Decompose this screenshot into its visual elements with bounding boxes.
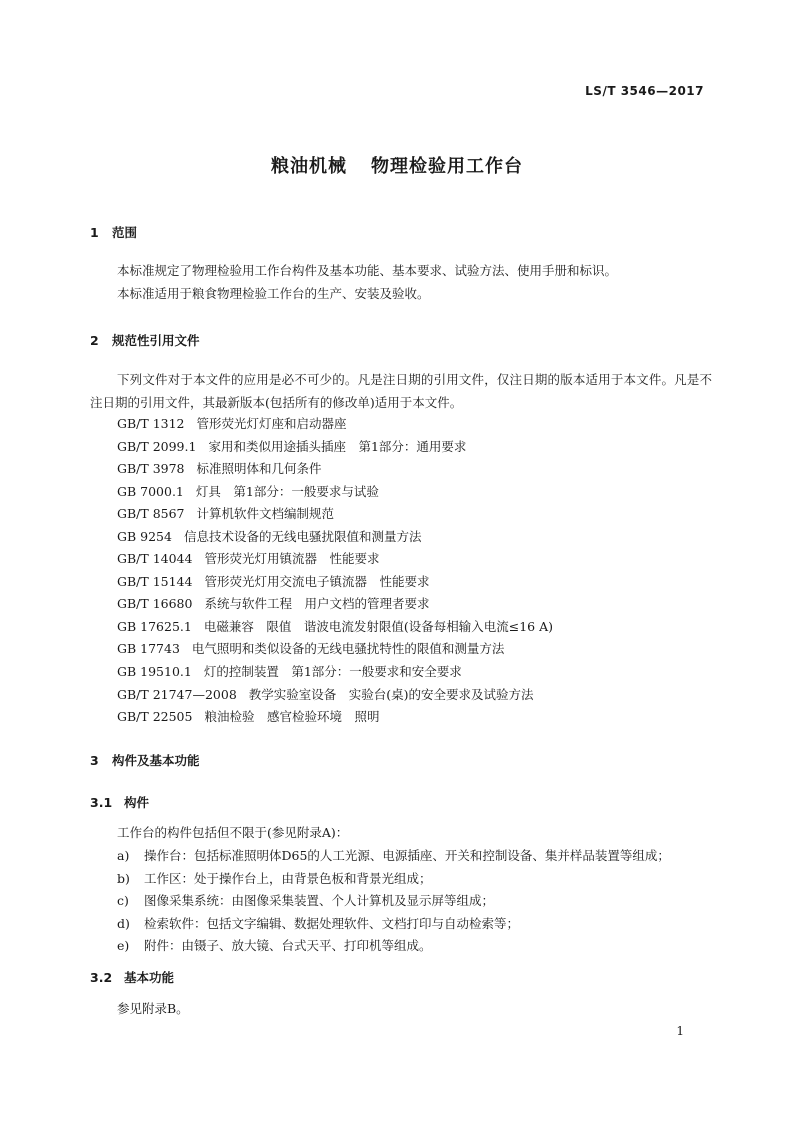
reference-item: GB 19510.1 灯的控制装置 第1部分：一般要求和安全要求 <box>117 664 462 680</box>
section-1-heading: 1 范围 <box>90 225 138 240</box>
section-3-1-heading: 3.1 构件 <box>90 795 150 810</box>
title-part-2: 物理检验用工作台 <box>371 156 523 177</box>
reference-item: GB/T 22505 粮油检验 感官检验环境 照明 <box>117 709 380 725</box>
reference-item: GB/T 3978 标准照明体和几何条件 <box>117 461 322 477</box>
reference-item: GB/T 16680 系统与软件工程 用户文档的管理者要求 <box>117 596 430 612</box>
section-3-2-text: 参见附录B。 <box>117 1001 189 1016</box>
components-list <box>117 845 737 958</box>
list-item: c) 图像采集系统：由图像采集装置、个人计算机及显示屏等组成； <box>117 893 495 909</box>
list-item: b) 工作区：处于操作台上，由背景色板和背景光组成； <box>117 870 432 886</box>
title-part-1: 粮油机械 <box>271 156 347 177</box>
section-3-1-intro: 工作台的构件包括但不限于(参见附录A)： <box>117 825 349 840</box>
section-3-heading: 3 构件及基本功能 <box>90 753 200 768</box>
page-number: 1 <box>676 1024 684 1038</box>
reference-item: GB/T 14044 管形荧光灯用镇流器 性能要求 <box>117 551 380 567</box>
section-3-2-heading: 3.2 基本功能 <box>90 970 175 985</box>
section-2-heading: 2 规范性引用文件 <box>90 333 200 348</box>
reference-item: GB 9254 信息技术设备的无线电骚扰限值和测量方法 <box>117 528 422 544</box>
normative-references-list <box>117 413 717 729</box>
list-item: d) 检索软件：包括文字编辑、数据处理软件、文档打印与自动检索等； <box>117 915 520 931</box>
reference-item: GB 7000.1 灯具 第1部分：一般要求与试验 <box>117 483 379 499</box>
reference-item: GB 17625.1 电磁兼容 限值 谐波电流发射限值(设备每相输入电流≤16 A) <box>117 618 553 634</box>
reference-item: GB/T 2099.1 家用和类似用途插头插座 第1部分：通用要求 <box>117 438 467 454</box>
reference-item: GB/T 15144 管形荧光灯用交流电子镇流器 性能要求 <box>117 573 430 589</box>
reference-item: GB/T 1312 管形荧光灯灯座和启动器座 <box>117 416 347 431</box>
list-item: a) 操作台：包括标准照明体D65的人工光源、电源插座、开关和控制设备、集并样品装置等组成； <box>117 848 670 863</box>
document-title <box>0 152 794 178</box>
section-1-paragraph: 本标准规定了物理检验用工作台构件及基本功能、基本要求、试验方法、使用手册和标识。 <box>117 263 618 278</box>
reference-item: GB/T 8567 计算机软件文档编制规范 <box>117 506 335 522</box>
section-2-intro: 下列文件对于本文件的应用是必不可少的。凡是注日期的引用文件，仅注日期的版本适用于本文件。凡是不注日期的引用文件，其最新版本(包括所有的修改单)适用于本文件。 <box>90 372 712 410</box>
reference-item: GB 17743 电气照明和类似设备的无线电骚扰特性的限值和测量方法 <box>117 641 505 657</box>
standard-code: LS/T 3546—2017 <box>585 84 704 98</box>
reference-item: GB/T 21747—2008 教学实验室设备 实验台(桌)的安全要求及试验方法 <box>117 686 534 702</box>
list-item: e) 附件：由镊子、放大镜、台式天平、打印机等组成。 <box>117 938 432 954</box>
section-1-paragraph: 本标准适用于粮食物理检验工作台的生产、安装及验收。 <box>117 286 430 301</box>
